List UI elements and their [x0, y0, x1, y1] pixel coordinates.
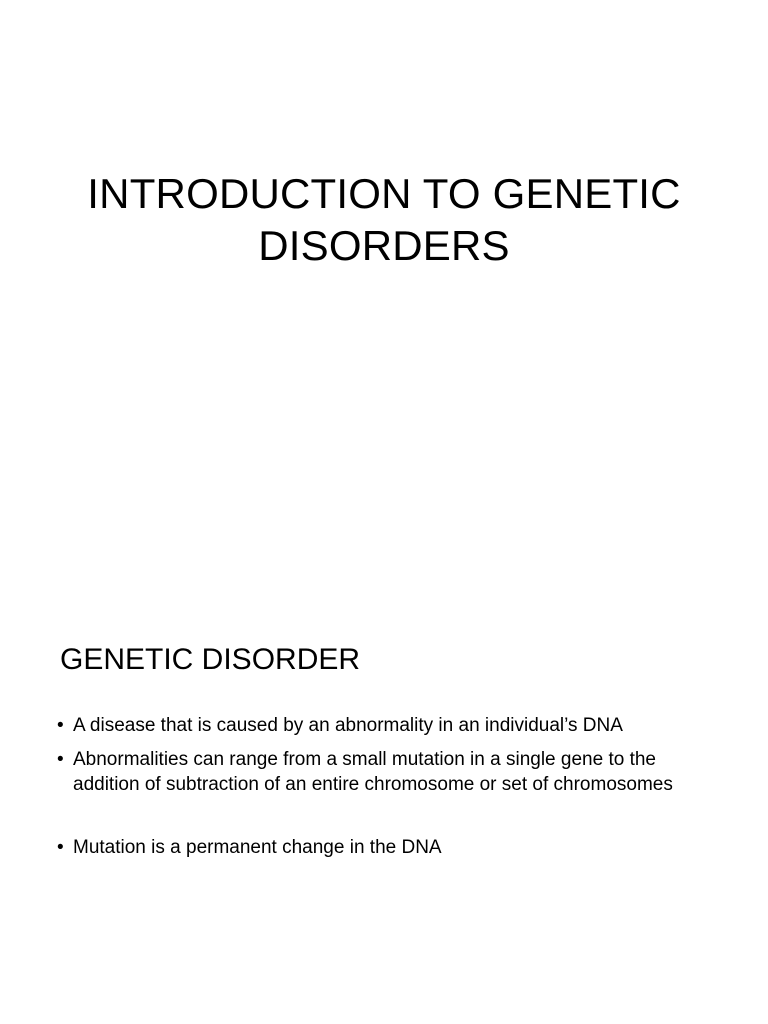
title-line-2: DISORDERS	[258, 222, 510, 269]
slide-heading: GENETIC DISORDER	[60, 643, 361, 676]
bullet-list	[57, 713, 717, 860]
bullet-item: • Abnormalities can range from a small mutation in a single gene to the addition of subtraction of an entire chromosome or set of chromosomes	[57, 747, 717, 797]
bullet-item: • A disease that is caused by an abnormality in an individual’s DNA	[57, 713, 717, 738]
bullet-item: • Mutation is a permanent change in the DNA	[57, 835, 717, 860]
presentation-title	[40, 168, 728, 272]
title-line-1: INTRODUCTION TO GENETIC	[87, 170, 681, 217]
